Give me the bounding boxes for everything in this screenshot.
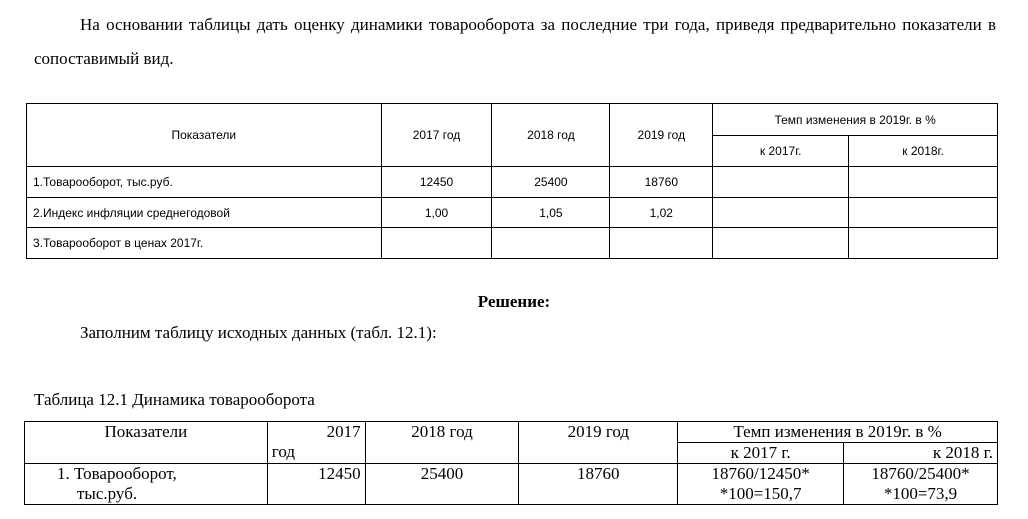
solution-table <box>24 421 998 505</box>
table-row <box>27 228 998 259</box>
header-2018: 2018 год <box>492 104 610 167</box>
source-table <box>26 103 998 259</box>
rate-2017-line2: *100=150,7 <box>719 484 802 503</box>
header-2019: 2019 год <box>610 104 713 167</box>
table-caption: Таблица 12.1 Динамика товарооборота <box>34 390 315 409</box>
row-label: 3.Товарооборот в ценах 2017г. <box>27 228 382 259</box>
cell-2017 <box>381 228 492 259</box>
row-label: 2.Индекс инфляции среднегодовой <box>27 198 382 228</box>
header-2017 <box>267 422 365 464</box>
header-vs-2018: к 2018г. <box>849 136 998 167</box>
cell-2017: 12450 <box>381 167 492 198</box>
cell-2017: 1,00 <box>381 198 492 228</box>
cell-2017: 12450 <box>267 464 365 505</box>
solution-text: Заполним таблицу исходных данных (табл. 12.1): <box>80 323 437 342</box>
header-2017-line1: 2017 <box>326 422 361 441</box>
row-label-line2: тыс.руб. <box>77 484 138 503</box>
table-row <box>27 167 998 198</box>
cell-rate-2018 <box>849 198 998 228</box>
table-header-row <box>25 422 998 443</box>
header-vs-2017: к 2017 г. <box>678 443 844 464</box>
solution-heading: Решение: <box>477 292 551 311</box>
header-2017: 2017 год <box>381 104 492 167</box>
row-label: 1.Товарооборот, тыс.руб. <box>27 167 382 198</box>
cell-rate-2017 <box>713 198 849 228</box>
cell-2019 <box>610 228 713 259</box>
row-label-line1: 1. Товарооборот, <box>57 464 177 483</box>
header-indicators: Показатели <box>27 104 382 167</box>
cell-2018: 25400 <box>365 464 519 505</box>
cell-rate-2018 <box>844 464 998 505</box>
header-rate: Темп изменения в 2019г. в % <box>678 422 998 443</box>
cell-rate-2017 <box>713 228 849 259</box>
cell-2019: 1,02 <box>610 198 713 228</box>
cell-2019: 18760 <box>610 167 713 198</box>
cell-2018: 1,05 <box>492 198 610 228</box>
table-row <box>27 198 998 228</box>
rate-2018-line2: *100=73,9 <box>883 484 958 503</box>
header-indicators: Показатели <box>25 422 268 464</box>
cell-2018 <box>492 228 610 259</box>
header-vs-2018: к 2018 г. <box>844 443 998 464</box>
cell-rate-2018 <box>849 167 998 198</box>
cell-rate-2017 <box>713 167 849 198</box>
header-vs-2017: к 2017г. <box>713 136 849 167</box>
row-label <box>25 464 268 505</box>
cell-rate-2017 <box>678 464 844 505</box>
cell-2019: 18760 <box>519 464 678 505</box>
rate-2018-line1: 18760/25400* <box>871 464 970 483</box>
header-2017-line2: год <box>271 442 295 461</box>
header-2019: 2019 год <box>519 422 678 464</box>
table-header-row <box>27 104 998 136</box>
task-description: На основании таблицы дать оценку динамики товарооборота за последние три года, приведя предварительно показатели в сопоставимый вид. <box>34 15 996 68</box>
cell-2018: 25400 <box>492 167 610 198</box>
cell-rate-2018 <box>849 228 998 259</box>
header-2018: 2018 год <box>365 422 519 464</box>
header-rate: Темп изменения в 2019г. в % <box>713 104 998 136</box>
table-row <box>25 464 998 505</box>
rate-2017-line1: 18760/12450* <box>711 464 810 483</box>
